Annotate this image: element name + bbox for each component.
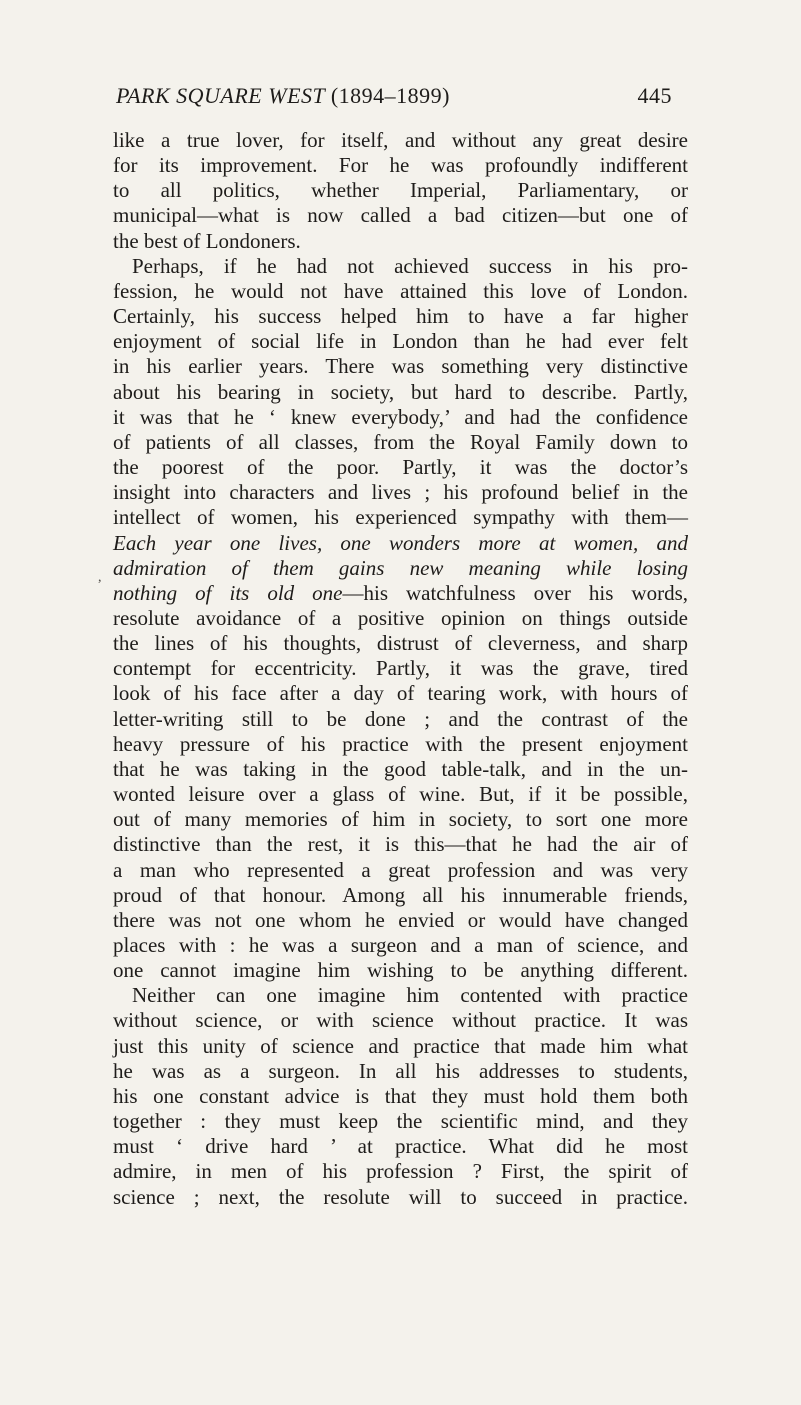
text-line: municipal—what is now called a bad citizen—but one of: [113, 203, 688, 228]
text-line: he was as a surgeon. In all his addresses to students,: [113, 1058, 688, 1083]
page-number: 445: [637, 83, 672, 108]
text-line: just this unity of science and practice that made him what: [113, 1033, 688, 1058]
text-line: the lines of his thoughts, distrust of cleverness, and sharp: [113, 631, 688, 656]
text-line: of patients of all classes, from the Royal Family down to: [113, 429, 688, 454]
text-line: the best of Londoners.: [113, 228, 301, 253]
text-line: admire, in men of his profession ? First, the spirit of: [113, 1159, 688, 1184]
text-line: out of many memories of him in society, to sort one more: [113, 807, 688, 832]
text-line: about his bearing in society, but hard to describe. Partly,: [113, 379, 688, 404]
text-line: Certainly, his success helped him to have a far higher: [113, 304, 688, 329]
text-line: to all politics, whether Imperial, Parliamentary, or: [113, 178, 688, 203]
text-line: a man who represented a great profession and was very: [113, 857, 688, 882]
text-line: wonted leisure over a glass of wine. But, if it be possible,: [113, 782, 688, 807]
text-line: in his earlier years. There was something very distinctive: [113, 354, 688, 379]
running-head: [110, 83, 670, 113]
text-line: resolute avoidance of a positive opinion on things outside: [113, 605, 688, 630]
mixed-quote-line: [113, 581, 688, 606]
body-text: [113, 128, 688, 1210]
running-title-years: (1894–1899): [330, 83, 451, 108]
margin-mark: ,: [98, 570, 102, 585]
running-title: PARK SQUARE WEST (1894–1899): [116, 83, 451, 108]
text-line: contempt for eccentricity. Partly, it was the grave, tired: [113, 656, 688, 681]
text-line: science ; next, the resolute will to succeed in practice.: [113, 1184, 688, 1209]
italic-quote-line: admiration of them gains new meaning while losing: [113, 555, 688, 580]
text-line: look of his face after a day of tearing work, with hours of: [113, 681, 688, 706]
text-line: one cannot imagine him wishing to be anything different.: [113, 958, 688, 983]
text-fragment: —his watchfulness over his words,: [342, 580, 689, 605]
paragraph-start-line: Neither can one imagine him contented with practice: [132, 983, 688, 1008]
text-line: the poorest of the poor. Partly, it was the doctor’s: [113, 455, 688, 480]
text-line: enjoyment of social life in London than he had ever felt: [113, 329, 688, 354]
text-line: heavy pressure of his practice with the present enjoyment: [113, 731, 688, 756]
text-line: must ‘ drive hard ’ at practice. What did he most: [113, 1134, 688, 1159]
italic-quote-fragment: nothing of its old one: [113, 580, 343, 605]
text-line: without science, or with science without practice. It was: [113, 1008, 688, 1033]
text-line: proud of that honour. Among all his innumerable friends,: [113, 882, 688, 907]
text-line: insight into characters and lives ; his profound belief in the: [113, 480, 688, 505]
text-line: together : they must keep the scientific mind, and they: [113, 1109, 688, 1134]
italic-quote-line: Each year one lives, one wonders more at women, and: [113, 530, 688, 555]
text-line: fession, he would not have attained this love of London.: [113, 278, 688, 303]
text-line: his one constant advice is that they must hold them both: [113, 1083, 688, 1108]
text-line: it was that he ‘ knew everybody,’ and had the confidence: [113, 404, 688, 429]
text-line: that he was taking in the good table-talk, and in the un-: [113, 756, 688, 781]
text-line: for its improvement. For he was profoundly indifferent: [113, 153, 688, 178]
text-line: like a true lover, for itself, and without any great desire: [113, 128, 688, 152]
text-line: places with : he was a surgeon and a man of science, and: [113, 933, 688, 957]
text-line: intellect of women, his experienced sympathy with them—: [113, 505, 688, 530]
text-line: letter-writing still to be done ; and the contrast of the: [113, 706, 688, 731]
text-line: distinctive than the rest, it is this—that he had the air of: [113, 832, 688, 857]
text-line: there was not one whom he envied or would have changed: [113, 907, 688, 932]
paragraph-start-line: Perhaps, if he had not achieved success in his pro-: [132, 253, 688, 278]
